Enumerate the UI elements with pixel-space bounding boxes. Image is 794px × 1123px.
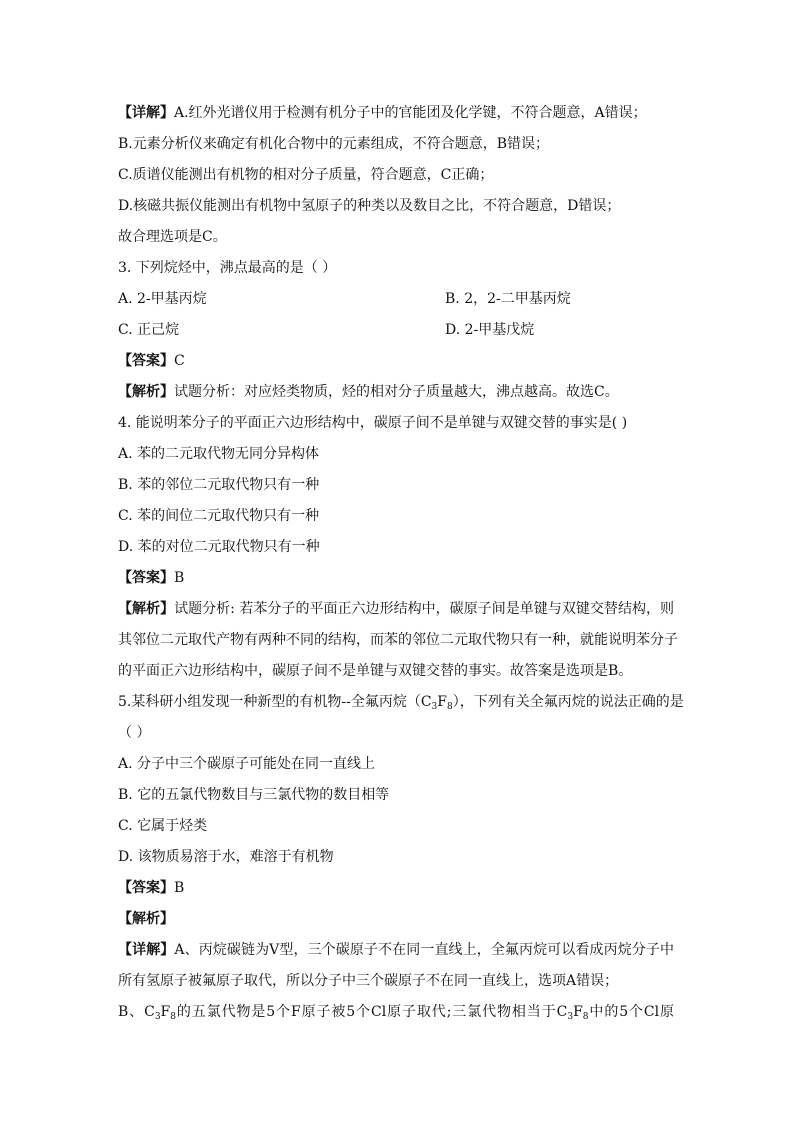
question-5-stem-paren: （ ）: [118, 725, 151, 741]
question-5-option-d: D. 该物质易溶于水，难溶于有机物: [118, 849, 334, 865]
question-4-option-c: C. 苯的间位二元取代物只有一种: [118, 508, 320, 524]
question-4-option-a: A. 苯的二元取代物无同分异构体: [118, 446, 320, 462]
question-4-analysis-line-3: 的平面正六边形结构中，碳原子间不是单键与双键交替的事实。故答案是选项是B。: [118, 663, 633, 679]
question-4-answer: 【答案】B: [118, 570, 185, 586]
detail-line-c: C.质谱仪能测出有机物的相对分子质量，符合题意，C正确；: [118, 167, 494, 183]
question-4-analysis-line-2: 其邻位二元取代产物有两种不同的结构，而苯的邻位二元取代物只有一种，就能说明苯分子: [118, 632, 678, 648]
detail-line-a: 【详解】A.红外光谱仪用于检测有机分子中的官能团及化学键，不符合题意，A错误；: [118, 105, 647, 121]
detail-line-d: D.核磁共振仪能测出有机物中氢原子的种类以及数目之比，不符合题意，D错误；: [118, 198, 621, 214]
detail-line-b: B.元素分析仪来确定有机化合物中的元素组成，不符合题意，B错误；: [118, 136, 550, 152]
question-5-detail-line-2: 所有氢原子被氟原子取代，所以分子中三个碳原子不在同一直线上，选项A错误；: [118, 973, 619, 989]
question-3-option-a: A. 2-甲基丙烷: [118, 291, 207, 307]
question-4-option-d: D. 苯的对位二元取代物只有一种: [118, 539, 320, 555]
question-5-detail-line-3: B、$C_3F_8$的五氯代物是5个F原子被5个Cl原子取代;三氯代物相当于$C_3F_8$中的5个Cl原: [118, 1004, 675, 1022]
question-5-option-b: B. 它的五氯代物数目与三氯代物的数目相等: [118, 787, 390, 803]
question-5-detail-line-1: 【详解】A、丙烷碳链为V型，三个碳原子不在同一直线上，全氟丙烷可以看成丙烷分子中: [118, 942, 675, 958]
question-5-answer: 【答案】B: [118, 880, 185, 896]
conclusion-line: 故合理选项是C。: [118, 229, 227, 245]
question-3-option-d: D. 2-甲基戊烷: [445, 322, 535, 338]
question-4-option-b: B. 苯的邻位二元取代物只有一种: [118, 477, 320, 493]
question-5-option-a: A. 分子中三个碳原子可能处在同一直线上: [118, 756, 376, 772]
question-3-option-b: B. 2，2-二甲基丙烷: [445, 291, 571, 307]
question-4-stem: 4. 能说明苯分子的平面正六边形结构中，碳原子间不是单键与双键交替的事实是( ): [118, 415, 628, 431]
question-3-stem: 3. 下列烷烃中，沸点最高的是（ ）: [118, 260, 337, 276]
question-3-analysis: 【解析】试题分析：对应烃类物质，烃的相对分子质量越大，沸点越高。故选C。: [118, 384, 619, 400]
question-3-answer: 【答案】C: [118, 353, 185, 369]
question-5-stem: 5.某科研小组发现一种新型的有机物--全氟丙烷$(C_3F_8)$，下列有关全氟丙烷的说法正确的是: [118, 694, 684, 712]
question-5-analysis-tag: 【解析】: [118, 911, 174, 927]
question-5-option-c: C. 它属于烃类: [118, 818, 208, 834]
question-4-analysis-line-1: 【解析】试题分析: 若苯分子的平面正六边形结构中，碳原子间是单键与双键交替结构，则: [118, 601, 675, 617]
question-3-option-c: C. 正己烷: [118, 322, 180, 338]
